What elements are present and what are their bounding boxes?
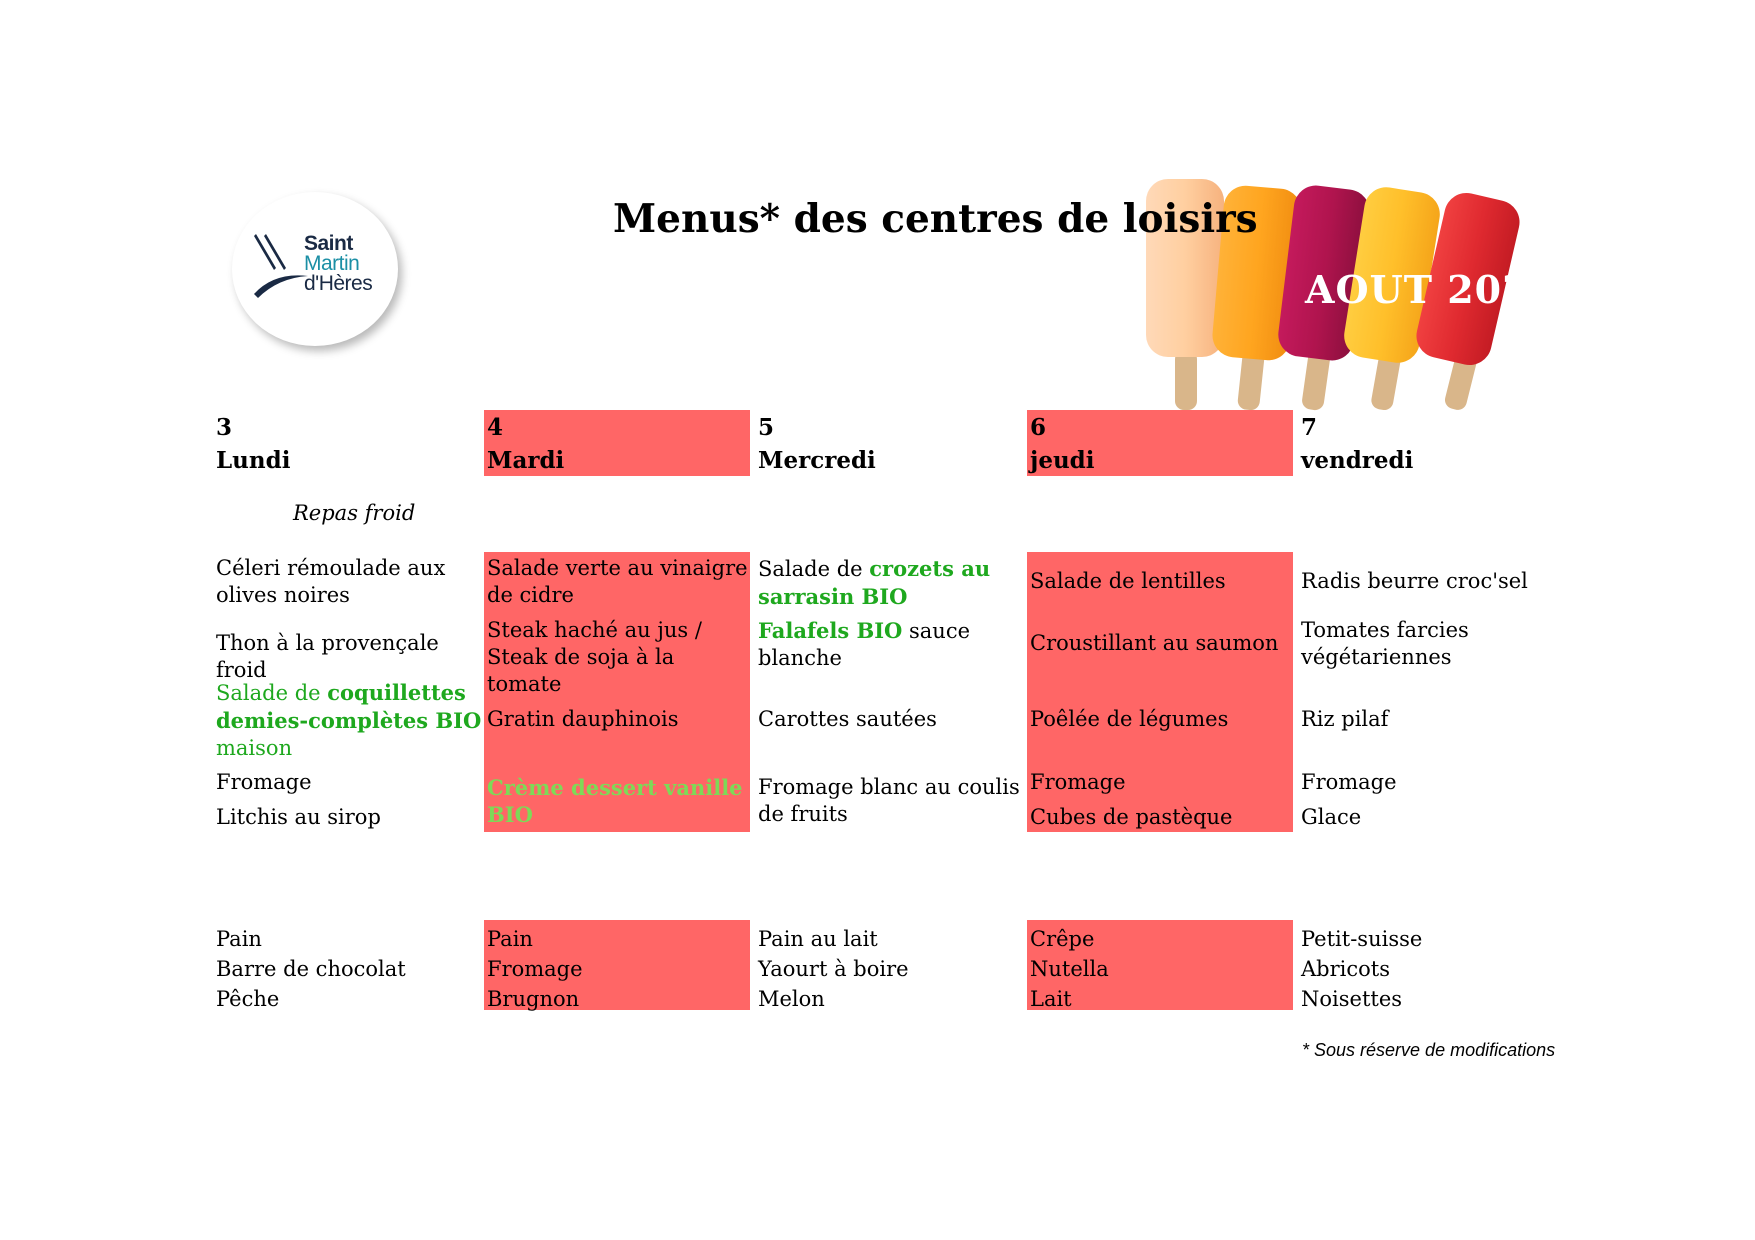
footnote: * Sous réserve de modifications (1302, 1040, 1556, 1060)
day-name: Mercredi (758, 447, 876, 474)
lundi-gouter (216, 924, 482, 1014)
logo-line-heres: d'Hères (304, 272, 373, 295)
gouter-item: Noisettes (1301, 987, 1403, 1011)
day-number: 6 (1030, 414, 1047, 441)
vendredi-entree: Radis beurre croc'sel (1301, 569, 1528, 593)
gouter-item: Brugnon (487, 987, 580, 1011)
day-header-vendredi (1301, 411, 1413, 477)
mercredi-entree (758, 555, 1024, 611)
text-span: maison (216, 736, 293, 760)
logo (232, 192, 398, 346)
gouter-item: Fromage (487, 957, 583, 981)
text-span: Salade de (758, 557, 870, 581)
gouter-item: Crêpe (1030, 927, 1095, 951)
mercredi-gouter (758, 924, 1024, 1014)
vendredi-fromage: Fromage (1301, 770, 1397, 794)
text-span: Salade de (216, 681, 328, 705)
day-name: Lundi (216, 447, 291, 474)
mercredi-plat (758, 617, 1024, 672)
gouter-item: Nutella (1030, 957, 1109, 981)
day-number: 4 (487, 414, 504, 441)
mardi-dessert: Crème dessert vanille BIO (487, 775, 743, 827)
vendredi-gouter (1301, 924, 1567, 1014)
day-header-mardi (487, 411, 564, 477)
bio-label: Falafels BIO (758, 618, 903, 643)
jeudi-fromage: Fromage (1030, 770, 1126, 794)
day-header-jeudi (1030, 411, 1095, 477)
month-label: AOUT 2020 (1305, 267, 1557, 312)
jeudi-plat: Croustillant au saumon (1030, 631, 1279, 655)
bio-label: crozets au sarrasin BIO (758, 556, 991, 609)
gouter-item: Abricots (1301, 957, 1390, 981)
lundi-accompagnement (216, 679, 482, 762)
gouter-item: Pain (216, 927, 262, 951)
logo-line-martin: Martin (304, 252, 360, 275)
mardi-plat: Steak haché au jus / Steak de soja à la tomate (487, 618, 702, 696)
lundi-entree: Céleri rémoulade aux olives noires (216, 556, 446, 607)
logo-line-saint: Saint (304, 232, 353, 255)
repas-froid-note: Repas froid (293, 501, 416, 525)
vendredi-dessert: Glace (1301, 805, 1362, 829)
mardi-gouter (487, 924, 753, 1014)
day-name: jeudi (1030, 447, 1095, 474)
day-number: 3 (216, 414, 233, 441)
text-span: sauce blanche (758, 619, 971, 670)
gouter-item: Barre de chocolat (216, 957, 406, 981)
day-name: Mardi (487, 447, 565, 474)
jeudi-gouter (1030, 924, 1296, 1014)
jeudi-dessert: Cubes de pastèque (1030, 805, 1233, 829)
gouter-item: Pain (487, 927, 533, 951)
day-number: 7 (1301, 414, 1318, 441)
vendredi-plat: Tomates farcies végétariennes (1301, 618, 1469, 669)
bio-label: coquillettes demies-complètes BIO (216, 680, 482, 733)
gouter-item: Pain au lait (758, 927, 878, 951)
day-name: vendredi (1301, 447, 1414, 474)
lundi-plat: Thon à la provençale froid (216, 631, 439, 682)
day-header-lundi (216, 411, 290, 477)
jeudi-accompagnement: Poêlée de légumes (1030, 707, 1229, 731)
jeudi-entree: Salade de lentilles (1030, 569, 1226, 593)
gouter-item: Petit-suisse (1301, 927, 1423, 951)
lundi-dessert: Litchis au sirop (216, 805, 381, 829)
gouter-item: Lait (1030, 987, 1072, 1011)
mardi-accompagnement: Gratin dauphinois (487, 707, 679, 731)
gouter-item: Yaourt à boire (758, 957, 909, 981)
day-number: 5 (758, 414, 775, 441)
gouter-item: Melon (758, 987, 825, 1011)
mercredi-accompagnement: Carottes sautées (758, 707, 937, 731)
vendredi-accompagnement: Riz pilaf (1301, 707, 1389, 731)
mercredi-dessert: Fromage blanc au coulis de fruits (758, 775, 1020, 826)
mardi-entree: Salade verte au vinaigre de cidre (487, 556, 748, 607)
page-title: Menus* des centres de loisirs (613, 196, 1258, 242)
day-header-mercredi (758, 411, 876, 477)
lundi-fromage: Fromage (216, 770, 312, 794)
gouter-item: Pêche (216, 987, 280, 1011)
logo-text (304, 234, 372, 294)
